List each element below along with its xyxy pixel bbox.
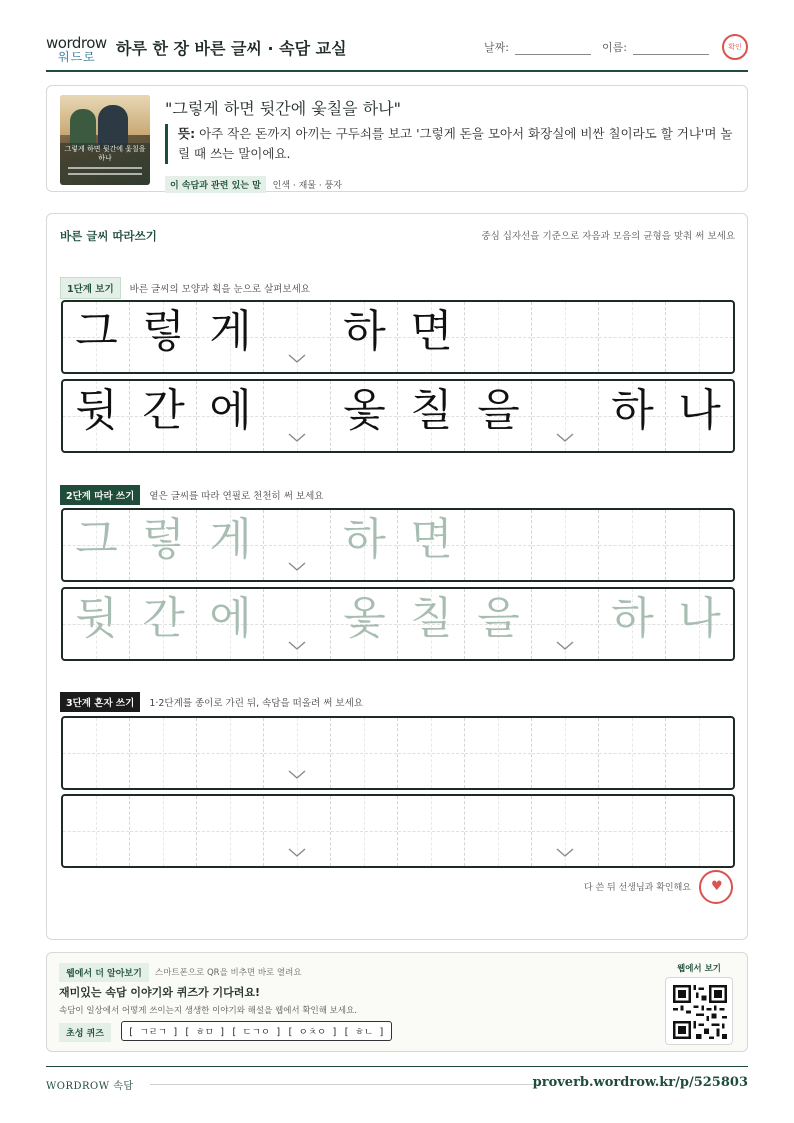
grid-cell [130,381,197,451]
proverb-illustration [60,95,150,185]
web-headline: 재미있는 속담 이야기와 퀴즈가 기다려요! [59,986,260,999]
meaning-text: 아주 작은 돈까지 아끼는 구두쇠를 보고 '그렇게 돈을 모아서 화장실에 비싼 칠이라도 할 거냐'며 놀릴 때 쓰는 말이에요. [178,126,733,161]
related-list: 인색 · 재물 · 풍자 [272,181,342,191]
grid-cell[interactable] [465,796,532,866]
grid-cell[interactable] [63,718,130,788]
grid-cell[interactable] [465,718,532,788]
grid-cell [398,302,465,372]
related-words [165,176,342,193]
proverb-card [46,85,748,192]
step3-desc: 1·2단계를 종이로 가린 뒤, 속담을 떠올려 써 보세요 [149,698,363,709]
grid-character: 옻 [343,593,386,644]
grid-cell[interactable] [264,510,331,580]
name-field[interactable] [602,39,709,55]
grid-cell [666,381,733,451]
qr-label: 웹에서 보기 [676,964,721,974]
web-tag: 웹에서 더 알아보기 [59,963,149,982]
grid-cell[interactable] [331,718,398,788]
grid-character: 을 [477,385,520,436]
step1-header [60,277,310,299]
space-mark-icon [556,848,574,858]
grid-cell [264,381,331,451]
grid-character: 그 [75,306,118,357]
space-mark-icon [288,354,306,364]
meaning-label: 뜻: [178,126,196,141]
grid-cell[interactable] [264,796,331,866]
grid-cell [599,302,666,372]
grid-character: 에 [209,385,252,436]
name-line [633,44,709,55]
step2-desc: 옅은 글씨를 따라 연필로 천천히 써 보세요 [149,491,324,502]
grid-character: 하 [343,514,386,565]
name-label: 이름: [602,41,627,54]
grid-character: 렇 [142,306,185,357]
related-label: 이 속담과 관련 있는 말 [165,176,266,193]
grid-cell[interactable] [532,796,599,866]
space-mark-icon [288,433,306,443]
grid-cell[interactable] [532,510,599,580]
step1-desc: 바른 글씨의 모양과 획을 눈으로 살펴보세요 [129,284,310,295]
practice-hint: 중심 십자선을 기준으로 자음과 모음의 균형을 맞춰 써 보세요 [481,231,735,242]
grid-cell [599,381,666,451]
step3-row-2[interactable] [61,794,735,868]
grid-cell[interactable] [599,589,666,659]
step1-row-2 [61,379,735,453]
date-field[interactable] [484,39,591,55]
space-mark-icon [288,848,306,858]
grid-cell[interactable] [398,589,465,659]
grid-cell[interactable] [197,796,264,866]
grid-cell[interactable] [197,589,264,659]
wordrow-logo[interactable] [46,34,108,62]
grid-character: 면 [410,306,453,357]
footer-brand: WORDROW 속담 [46,1081,134,1092]
step2-header [60,485,323,505]
grid-character: 칠 [410,593,453,644]
grid-cell [197,381,264,451]
grid-cell[interactable] [63,589,130,659]
grid-cell[interactable] [666,718,733,788]
grid-character: 나 [678,385,721,436]
date-line [515,44,591,55]
grid-cell[interactable] [331,589,398,659]
grid-cell [331,381,398,451]
web-promo-box [46,952,748,1052]
grid-cell [532,302,599,372]
grid-character: 게 [209,306,252,357]
grid-cell [465,302,532,372]
space-mark-icon [288,641,306,651]
grid-cell[interactable] [599,796,666,866]
grid-character: 을 [477,593,520,644]
grid-character: 에 [209,593,252,644]
grid-cell[interactable] [666,589,733,659]
space-mark-icon [288,770,306,780]
grid-character: 뒷 [75,385,118,436]
space-mark-icon [288,562,306,572]
grid-cell[interactable] [398,510,465,580]
grid-cell [398,381,465,451]
grid-cell [197,302,264,372]
grid-character: 게 [209,514,252,565]
grid-cell[interactable] [197,718,264,788]
grid-cell [331,302,398,372]
step3-row-1[interactable] [61,716,735,790]
grid-cell[interactable] [130,589,197,659]
grid-cell[interactable] [599,718,666,788]
quiz-label: 초성 퀴즈 [59,1023,111,1042]
grid-cell[interactable] [532,718,599,788]
grid-cell [130,302,197,372]
step2-row-2[interactable] [61,587,735,661]
step2-row-1[interactable] [61,508,735,582]
step3-tag: 3단계 혼자 쓰기 [60,692,140,712]
worksheet-header [46,30,748,72]
check-seal-icon: 확인 [722,34,748,60]
web-description: 속담이 일상에서 어떻게 쓰이는지 생생한 이야기와 해설을 웹에서 확인해 보세요. [59,1006,357,1016]
grid-cell[interactable] [130,718,197,788]
grid-character: 간 [142,593,185,644]
grid-cell [63,381,130,451]
logo-korean: 워드로 [58,50,96,64]
space-mark-icon [556,641,574,651]
logo-latin: wordrow [46,34,107,52]
grid-character: 나 [678,593,721,644]
grid-character: 그 [75,514,118,565]
proverb-meaning [165,124,737,164]
date-label: 날짜: [484,41,509,54]
grid-cell[interactable] [197,510,264,580]
space-mark-icon [556,433,574,443]
grid-character: 하 [611,385,654,436]
illustration-caption: 그렇게 하면 뒷간에 옻칠을 하나 [64,145,146,162]
grid-cell[interactable] [63,796,130,866]
grid-character: 간 [142,385,185,436]
grid-cell [666,302,733,372]
grid-cell [264,302,331,372]
grid-cell[interactable] [63,510,130,580]
footer-url-link[interactable]: proverb.wordrow.kr/p/525803 [532,1075,748,1090]
proverb-title: "그렇게 하면 뒷간에 옻칠을 하나" [165,99,401,118]
grid-character: 하 [611,593,654,644]
grid-character: 칠 [410,385,453,436]
grid-cell[interactable] [398,796,465,866]
teacher-note: 다 쓴 뒤 선생님과 확인해요 [583,883,691,893]
grid-cell[interactable] [666,796,733,866]
practice-section [46,213,748,940]
grid-cell[interactable] [599,510,666,580]
grid-cell[interactable] [130,510,197,580]
chosung-quiz: [ ㄱㄹㄱ ] [ ㅎㅁ ] [ ㄷㄱㅇ ] [ ㅇㅊㅇ ] [ ㅎㄴ ] [121,1021,392,1041]
grid-cell[interactable] [331,510,398,580]
grid-character: 면 [410,514,453,565]
web-subtext: 스마트폰으로 QR을 비추면 바로 열려요 [155,968,302,978]
grid-character: 뒷 [75,593,118,644]
heart-stamp-icon: ♥ [699,870,733,904]
qr-code-link[interactable] [665,977,733,1045]
grid-cell[interactable] [465,510,532,580]
grid-cell[interactable] [130,796,197,866]
step1-row-1 [61,300,735,374]
page-title: 하루 한 장 바른 글씨 · 속담 교실 [116,39,347,58]
grid-cell[interactable] [331,796,398,866]
step1-tag: 1단계 보기 [60,277,121,299]
footer-divider [150,1084,540,1085]
grid-character: 하 [343,306,386,357]
footer [46,1066,748,1098]
grid-cell[interactable] [465,589,532,659]
step3-header [60,692,363,712]
step2-tag: 2단계 따라 쓰기 [60,485,140,505]
grid-cell [465,381,532,451]
grid-cell[interactable] [666,510,733,580]
grid-character: 렇 [142,514,185,565]
grid-cell[interactable] [264,589,331,659]
grid-character: 옻 [343,385,386,436]
grid-cell[interactable] [532,589,599,659]
grid-cell [63,302,130,372]
grid-cell[interactable] [264,718,331,788]
grid-cell[interactable] [398,718,465,788]
practice-title: 바른 글씨 따라쓰기 [60,229,157,243]
grid-cell [532,381,599,451]
qr-code-icon [673,985,727,1039]
